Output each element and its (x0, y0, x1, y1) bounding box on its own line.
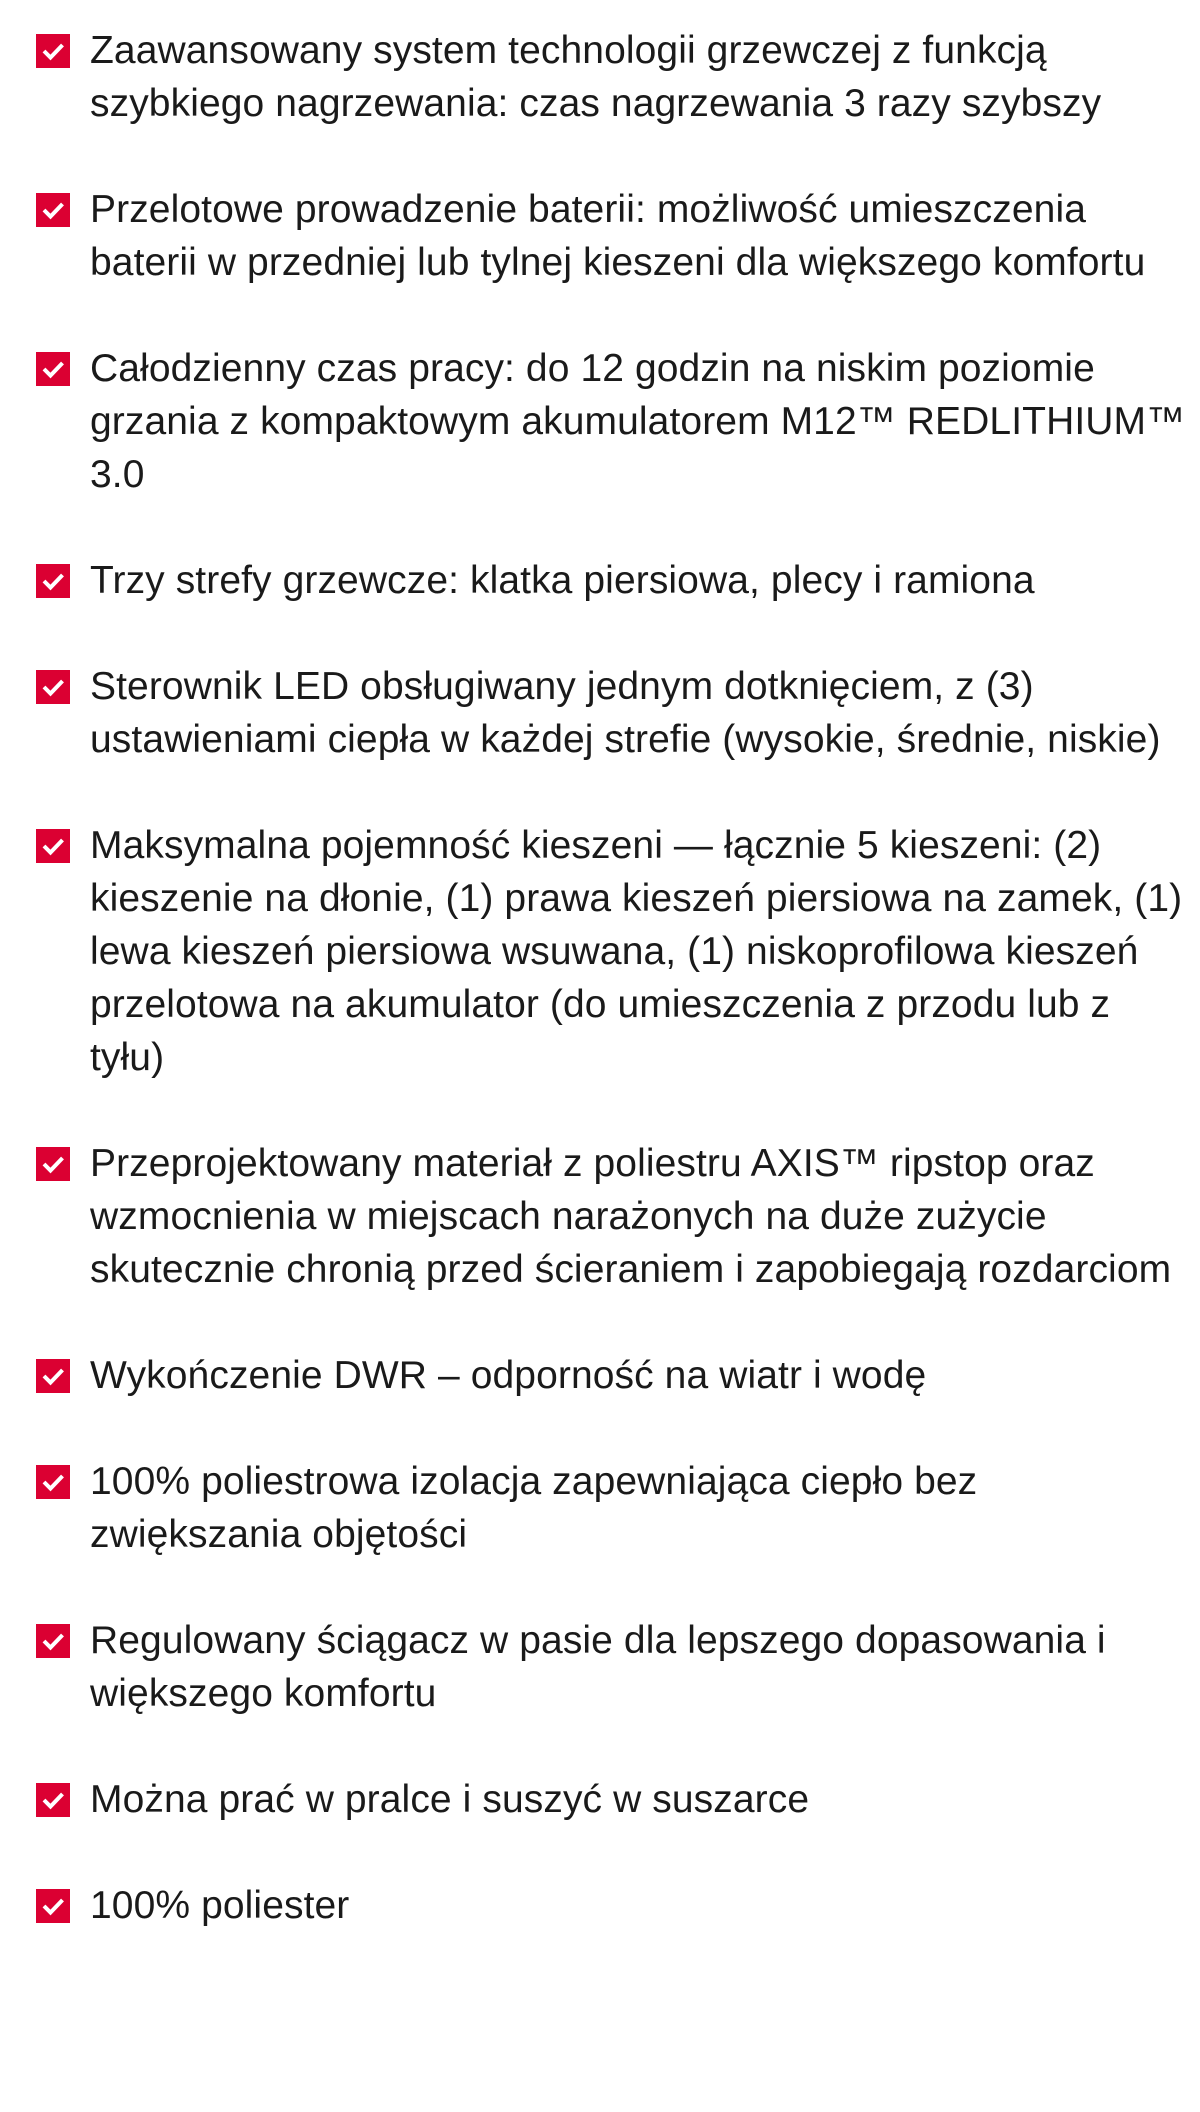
feature-item (36, 342, 1186, 501)
feature-item (36, 1614, 1186, 1720)
feature-text: 100% poliestrowa izolacja zapewniająca ciepło bez zwiększania objętości (90, 1460, 978, 1556)
feature-item (36, 183, 1186, 289)
checkbox-checked-icon (36, 1359, 70, 1393)
feature-text: Maksymalna pojemność kieszeni — łącznie 5 kieszeni: (2) kieszenie na dłonie, (1) prawa kieszeń piersiowa na zamek, (1) lewa kieszeń piersiowa wsuwana, (1) niskoprofilowa kieszeń przelotowa na akumulator (do umieszczenia z przodu lub z tyłu) (90, 824, 1183, 1079)
feature-list (36, 24, 1186, 1985)
feature-text: Przeprojektowany materiał z poliestru AXIS™ ripstop oraz wzmocnienia w miejscach narażonych na duże zużycie skutecznie chronią przed ścieraniem i zapobiegają rozdarciom (90, 1142, 1172, 1291)
feature-text: Całodzienny czas pracy: do 12 godzin na niskim poziomie grzania z kompaktowym akumulatorem M12™ REDLITHIUM™ 3.0 (90, 347, 1186, 496)
checkbox-checked-icon (36, 352, 70, 386)
feature-text: Sterownik LED obsługiwany jednym dotknięciem, z (3) ustawieniami ciepła w każdej strefie (wysokie, średnie, niskie) (90, 665, 1161, 761)
checkbox-checked-icon (36, 193, 70, 227)
feature-item (36, 1879, 1186, 1932)
checkbox-checked-icon (36, 1624, 70, 1658)
feature-item (36, 1349, 1186, 1402)
feature-text: Można prać w pralce i suszyć w suszarce (90, 1778, 810, 1821)
feature-text: Wykończenie DWR – odporność na wiatr i wodę (90, 1354, 927, 1397)
checkbox-checked-icon (36, 1783, 70, 1817)
checkbox-checked-icon (36, 1465, 70, 1499)
feature-text: Regulowany ściągacz w pasie dla lepszego dopasowania i większego komfortu (90, 1619, 1106, 1715)
checkbox-checked-icon (36, 829, 70, 863)
feature-item (36, 24, 1186, 130)
checkbox-checked-icon (36, 1889, 70, 1923)
feature-item (36, 819, 1186, 1084)
feature-item (36, 554, 1186, 607)
feature-item (36, 660, 1186, 766)
checkbox-checked-icon (36, 1147, 70, 1181)
feature-item (36, 1773, 1186, 1826)
feature-text: Zaawansowany system technologii grzewczej z funkcją szybkiego nagrzewania: czas nagrzewania 3 razy szybszy (90, 29, 1102, 125)
feature-text: Trzy strefy grzewcze: klatka piersiowa, plecy i ramiona (90, 559, 1035, 602)
feature-text: 100% poliester (90, 1884, 350, 1927)
feature-item (36, 1455, 1186, 1561)
checkbox-checked-icon (36, 34, 70, 68)
feature-item (36, 1137, 1186, 1296)
checkbox-checked-icon (36, 564, 70, 598)
checkbox-checked-icon (36, 670, 70, 704)
feature-text: Przelotowe prowadzenie baterii: możliwość umieszczenia baterii w przedniej lub tylnej kieszeni dla większego komfortu (90, 188, 1146, 284)
